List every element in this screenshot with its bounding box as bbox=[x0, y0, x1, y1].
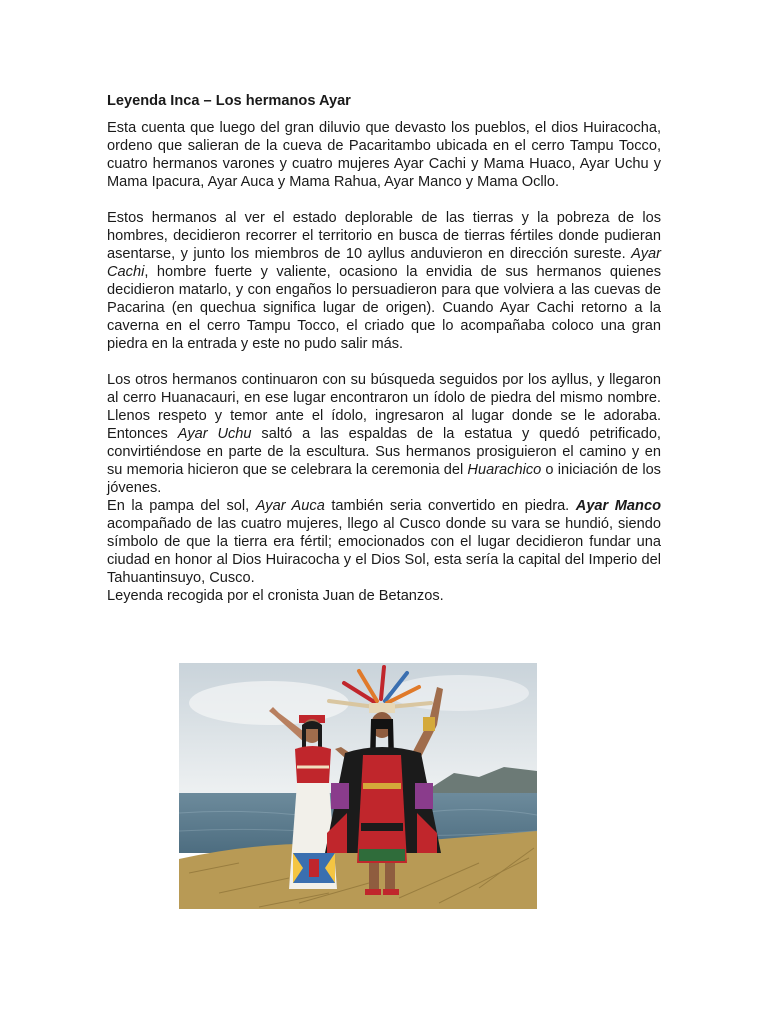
paragraph-3-text-b: saltó a las espaldas de la estatua y quedó petrificado, convirtiéndose en parte de la escultura. Sus hermanos prosiguieron el camino y en su memoria hicieron que se celebrara la ceremonia del bbox=[107, 426, 661, 478]
name-ayar-auca: Ayar Auca bbox=[255, 498, 325, 514]
paragraph-1: Esta cuenta que luego del gran diluvio que devasto los pueblos, el dios Huiracocha, ordeno que salieran de la cueva de Pacaritambo ubicada en el cerro Tampu Tocco, cuatro hermanos varones y cuatro mujeres Ayar Cachi y Mama Huaco, Ayar Uchu y Mama Ipacura, Ayar Auca y Mama Rahua, Ayar Manco y Mama Ocllo. bbox=[107, 120, 661, 190]
paragraph-2 bbox=[107, 209, 661, 353]
paragraph-3-text-a: Los otros hermanos continuaron con su búsqueda seguidos por los ayllus, y llegaron al cerro Huanacauri, en ese lugar encontraron un ídolo de piedra del mismo nombre. Llenos respeto y temor ante el ídolo, ingresaron al lugar donde se le adoraba. Entonces bbox=[107, 372, 661, 442]
paragraph-3 bbox=[107, 371, 661, 497]
inca-couple-photo bbox=[179, 663, 537, 909]
name-ayar-cachi: Ayar Cachi bbox=[107, 246, 661, 280]
document-title: Leyenda Inca – Los hermanos Ayar bbox=[107, 93, 351, 109]
term-huarachico: Huarachico bbox=[467, 462, 542, 478]
name-ayar-uchu: Ayar Uchu bbox=[177, 426, 252, 442]
paragraph-2-text-a: Estos hermanos al ver el estado deplorable de las tierras y la pobreza de los hombres, decidieron recorrer el territorio en busca de tierras fértiles donde pudieran asentarse, y junto los miembros de 10 ayllus anduvieron en dirección sureste. bbox=[107, 210, 661, 262]
document-body bbox=[107, 92, 661, 605]
paragraph-3-text-c: o iniciación de los jóvenes. bbox=[107, 462, 661, 496]
paragraph-4-text-c: acompañado de las cuatro mujeres, llego al Cusco donde su vara se hundió, siendo símbolo de que la tierra era fértil; emocionados con el lugar decidieron fundar una ciudad en honor al Dios Huiracocha y el Dios Sol, esta sería la capital del Imperio del Tahuantinsuyo, Cusco. bbox=[107, 516, 661, 586]
paragraph-4-text-a: En la pampa del sol, bbox=[107, 498, 256, 514]
source-note: Leyenda recogida por el cronista Juan de Betanzos. bbox=[107, 588, 444, 604]
name-ayar-manco: Ayar Manco bbox=[575, 498, 661, 514]
paragraph-4 bbox=[107, 497, 661, 587]
paragraph-2-text-b: , hombre fuerte y valiente, ocasiono la envidia de sus hermanos quienes decidieron matarlo, y con engaños lo persuadieron para que volviera a las cuevas de Pacarina (en quechua significa lugar de origen). Cuando Ayar Cachi retorno a la caverna en el cerro Tampu Tocco, el criado que lo acompañaba coloco una gran piedra en la entrada y este no pudo salir más. bbox=[107, 264, 661, 352]
paragraph-4-text-b: también seria convertido en piedra. bbox=[324, 498, 576, 514]
